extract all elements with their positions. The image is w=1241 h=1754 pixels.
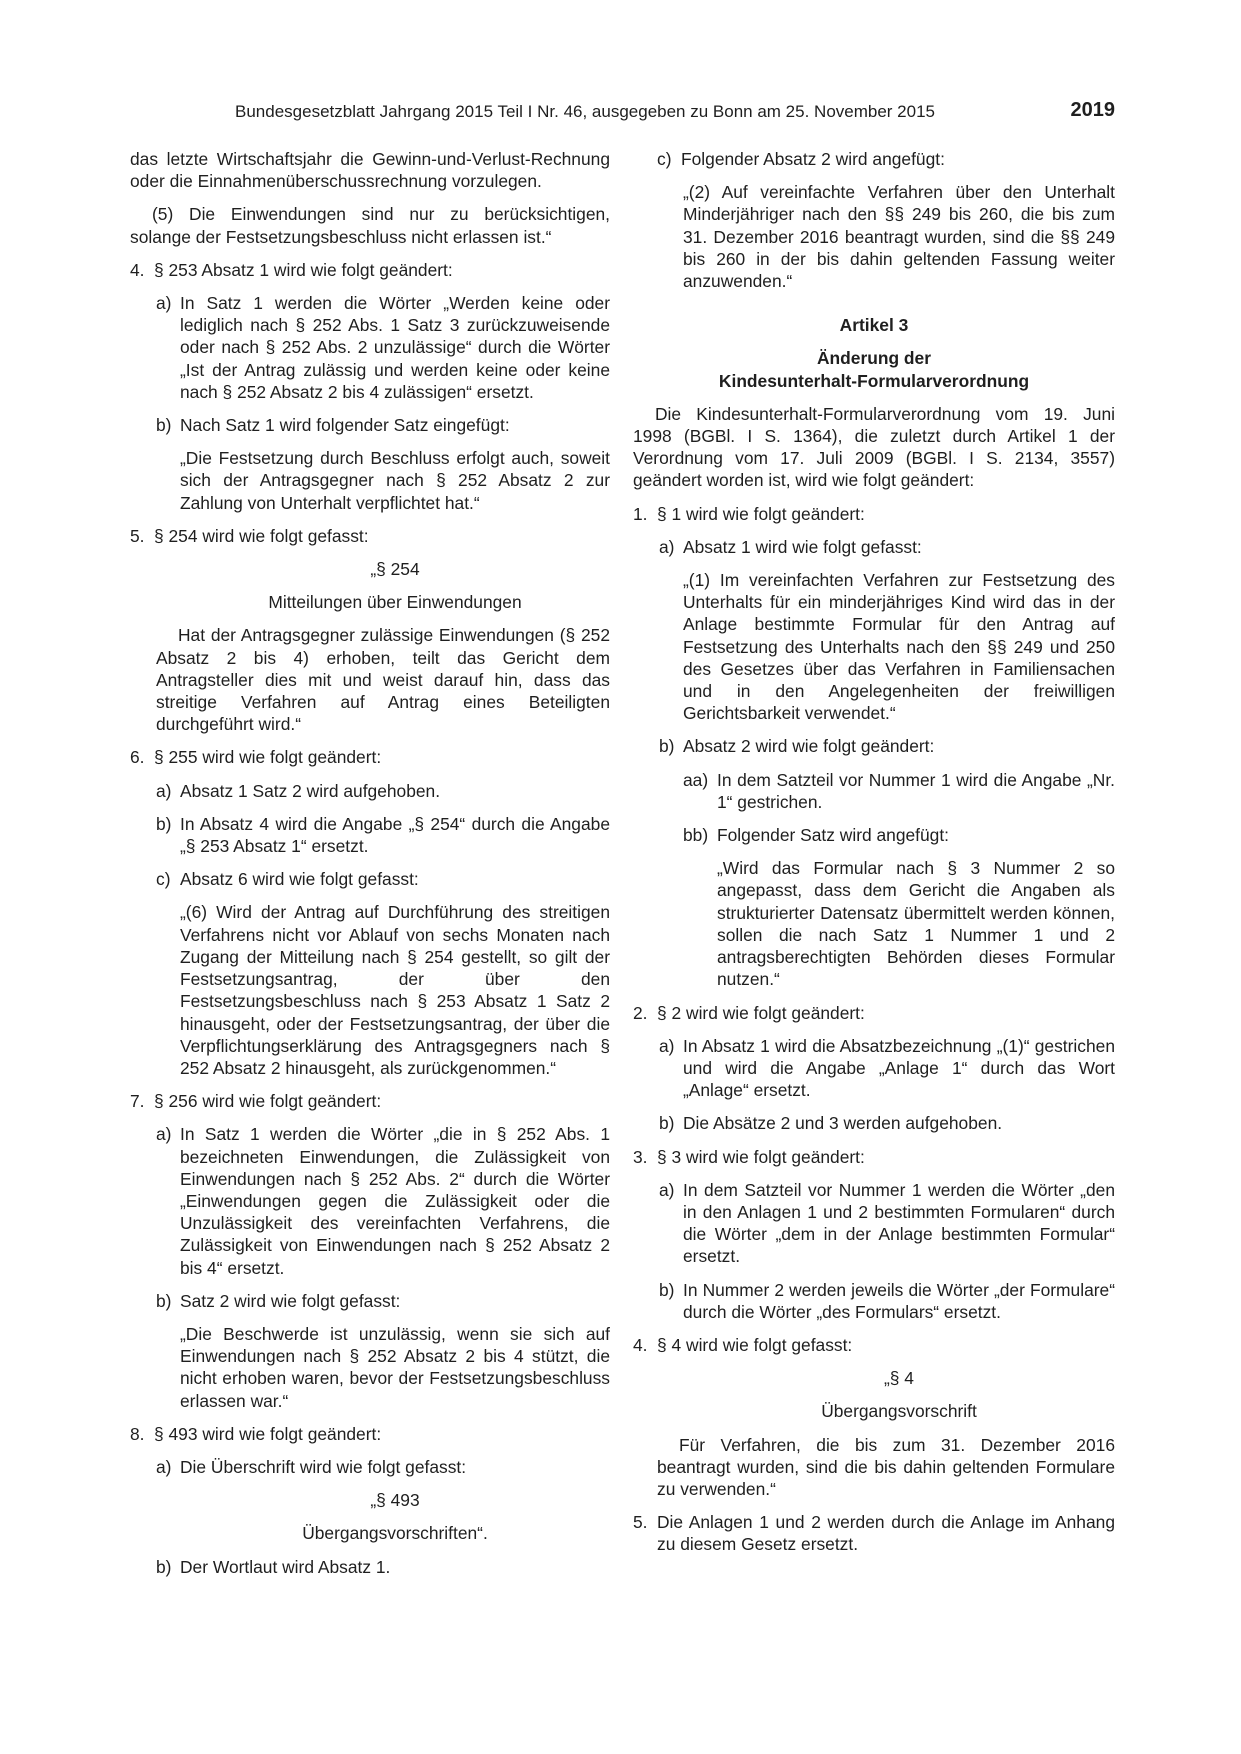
list-item-5	[130, 525, 610, 547]
quoted-text: „(1) Im vereinfachten Verfahren zur Festsetzung des Unterhalts für ein minderjähriges Kind wird das in der Anlage bestimmte Formular für den Antrag auf Festsetzung des Unterhalts nach den §§ 249 und 250 des Gesetzes über das Verfahren in Familiensachen und in den Angelegenheiten der freiwilligen Gerichtsbarkeit verwendet.“	[683, 570, 1115, 724]
paragraph-5: (5) Die Einwendungen sind nur zu berücksichtigen, solange der Festsetzungsbeschluss nicht erlassen ist.“	[130, 204, 610, 247]
quote-block	[717, 857, 1115, 990]
list-item-4b	[156, 414, 610, 436]
list-text: In Absatz 1 wird die Absatzbezeichnung „(1)“ gestrichen und wird die Angabe „Anlage 1“ durch das Wort „Anlage“ ersetzt.	[683, 1035, 1115, 1101]
page-header	[235, 99, 1115, 127]
section-body: Für Verfahren, die bis zum 31. Dezember 2016 beantragt wurden, sind die bis dahin geltenden Formulare zu verwenden.“	[657, 1434, 1115, 1499]
section-number: „§ 4	[884, 1368, 914, 1389]
article-heading: Artikel 3	[839, 315, 909, 336]
list-text: § 493 wird wie folgt geändert:	[154, 1423, 382, 1444]
list-item-3b	[659, 1279, 1115, 1323]
list-item-2	[633, 1002, 1115, 1024]
list-text: In Nummer 2 werden jeweils die Wörter „der Formulare“ durch die Wörter „des Formulars“ ersetzt.	[683, 1279, 1115, 1322]
list-label: b)	[156, 813, 172, 834]
list-text: § 256 wird wie folgt geändert:	[154, 1091, 382, 1112]
continued-paragraph: das letzte Wirtschaftsjahr die Gewinn-und-Verlust-Rechnung oder die Einnahmenüberschussrechnung vorzulegen.	[130, 149, 610, 192]
quote-block	[683, 181, 1115, 292]
list-item-4	[130, 259, 610, 281]
list-item-4a	[156, 292, 610, 403]
list-label: 4.	[633, 1334, 648, 1355]
quoted-text: „(6) Wird der Antrag auf Durchführung des streitigen Verfahrens nicht vor Ablauf von sechs Monaten nach Zugang der Mitteilung nach § 254 gestellt, so gilt der Festsetzungsantrag, der über den Festsetzungsbeschluss nach § 253 Absatz 1 Satz 2 hinausgeht, oder der Festsetzungsantrag, der über die Verpflichtungserklärung des Antragsgegners nach § 252 Absatz 2 hinausgeht, als zurückgenommen.“	[180, 902, 610, 1078]
list-text: Nach Satz 1 wird folgender Satz eingefügt:	[180, 415, 510, 436]
list-label: a)	[156, 1124, 172, 1145]
list-item-1b	[659, 735, 1115, 757]
list-text: In Absatz 4 wird die Angabe „§ 254“ durch die Angabe „§ 253 Absatz 1“ ersetzt.	[180, 813, 610, 857]
list-label: 2.	[633, 1002, 648, 1023]
article-title-line-2: Kindesunterhalt-Formularverordnung	[718, 370, 1030, 391]
list-label: 8.	[130, 1423, 145, 1444]
list-item-6a	[156, 780, 610, 802]
list-label: bb)	[683, 825, 709, 846]
list-text: § 2 wird wie folgt geändert:	[657, 1002, 865, 1023]
list-text: Folgender Absatz 2 wird angefügt:	[681, 149, 945, 169]
list-label: 5.	[130, 525, 145, 546]
list-label: b)	[156, 415, 172, 436]
list-item-3	[633, 1146, 1115, 1168]
list-label: c)	[657, 149, 672, 169]
list-item-6b	[156, 813, 610, 857]
list-text: In Satz 1 werden die Wörter „die in § 252 Abs. 1 bezeichneten Einwendungen, die Zulässigkeit von Einwendungen nach § 252 Abs. 2“ durch die Wörter „Einwendungen gegen die Zulässigkeit oder die Unzulässigkeit des vereinfachten Verfahrens, die Zulässigkeit von Einwendungen nach § 252 Absatz 2 bis 4“ ersetzt.	[180, 1124, 610, 1278]
list-label: 6.	[130, 747, 145, 768]
quote-block	[180, 1323, 610, 1412]
list-item-2a	[659, 1035, 1115, 1102]
list-text: § 4 wird wie folgt gefasst:	[657, 1334, 853, 1355]
list-label: 7.	[130, 1091, 145, 1112]
section-body: Hat der Antragsgegner zulässige Einwendungen (§ 252 Absatz 2 bis 4) erhoben, teilt das Gericht dem Antragsteller dies mit und weist darauf hin, dass das streitige Verfahren auf Antrag eines Beteiligten durchgeführt wird.“	[156, 625, 610, 735]
article-intro: Die Kindesunterhalt-Formularverordnung vom 19. Juni 1998 (BGBl. I S. 1364), die zuletzt durch Artikel 1 der Verordnung vom 17. Juli 2009 (BGBl. I S. 2134, 3557) geändert worden ist, wird wie folgt geändert:	[633, 403, 1115, 491]
list-item-8a	[156, 1456, 610, 1478]
list-item-1a	[659, 536, 1115, 558]
list-text: Die Überschrift wird wie folgt gefasst:	[180, 1456, 467, 1477]
quote-block	[683, 569, 1115, 724]
quoted-text: „Die Festsetzung durch Beschluss erfolgt auch, soweit sich der Antragsgegner nach § 252 Absatz 2 zur Zahlung von Unterhalt verpflichtet hat.“	[180, 448, 610, 513]
list-label: 4.	[130, 259, 145, 280]
list-text: In dem Satzteil vor Nummer 1 wird die Angabe „Nr. 1“ gestrichen.	[717, 769, 1115, 812]
list-item-4	[633, 1334, 1115, 1356]
quoted-text: „Die Beschwerde ist unzulässig, wenn sie sich auf Einwendungen nach § 252 Absatz 2 bis 4 stützt, die nicht erhoben waren, bevor der Festsetzungsbeschluss erlassen war.“	[180, 1323, 610, 1411]
list-item-3a	[659, 1179, 1115, 1268]
quote-block	[180, 447, 610, 514]
list-label: 3.	[633, 1146, 648, 1167]
list-label: 1.	[633, 503, 648, 524]
list-item-c	[657, 148, 1115, 170]
list-item-6	[130, 746, 610, 768]
list-item-8b	[156, 1556, 610, 1578]
running-title: Bundesgesetzblatt Jahrgang 2015 Teil I Nr. 46, ausgegeben zu Bonn am 25. November 2015	[235, 102, 935, 121]
list-text: Folgender Satz wird angefügt:	[717, 825, 950, 846]
list-text: § 253 Absatz 1 wird wie folgt geändert:	[154, 259, 453, 280]
list-text: In dem Satzteil vor Nummer 1 werden die Wörter „den in den Anlagen 1 und 2 bestimmten Formularen“ durch die Wörter „dem in der Anlage bestimmten Formular“ ersetzt.	[683, 1179, 1115, 1267]
list-label: b)	[659, 736, 675, 757]
list-item-5	[633, 1511, 1115, 1555]
list-label: 5.	[633, 1512, 648, 1533]
list-text: In Satz 1 werden die Wörter „Werden keine oder lediglich nach § 252 Abs. 1 Satz 3 zurückzuweisende oder nach § 252 Abs. 2 unzulässige“ durch die Wörter „Ist der Antrag zulässig und werden keine oder keine nach § 252 Absatz 2 bis 4 zulässigen“ ersetzt.	[180, 293, 610, 402]
list-text: Der Wortlaut wird Absatz 1.	[180, 1556, 391, 1577]
list-label: a)	[659, 1179, 675, 1200]
list-label: b)	[659, 1279, 675, 1300]
right-column	[633, 148, 1115, 1567]
list-text: § 1 wird wie folgt geändert:	[657, 503, 865, 524]
list-text: § 3 wird wie folgt geändert:	[657, 1146, 865, 1167]
list-label: a)	[156, 780, 172, 801]
list-label: a)	[156, 1456, 172, 1477]
list-item-2b	[659, 1112, 1115, 1134]
quote-block	[180, 901, 610, 1079]
section-number: „§ 493	[370, 1490, 420, 1511]
list-item-6c	[156, 868, 610, 890]
list-label: a)	[659, 1035, 675, 1056]
article-title-line-1: Änderung der	[816, 348, 931, 369]
list-text: Absatz 6 wird wie folgt gefasst:	[180, 869, 419, 890]
left-column	[130, 148, 610, 1589]
list-item-7	[130, 1090, 610, 1112]
list-text: Absatz 2 wird wie folgt geändert:	[683, 736, 935, 757]
quoted-text: „(2) Auf vereinfachte Verfahren über den Unterhalt Minderjähriger nach den §§ 249 bis 260, die bis zum 31. Dezember 2016 beantragt wurden, sind die §§ 249 bis 260 in der bis dahin geltenden Fassung weiter anzuwenden.“	[683, 182, 1115, 292]
page-number: 2019	[1070, 99, 1115, 121]
list-item-1	[633, 503, 1115, 525]
list-text: Absatz 1 Satz 2 wird aufgehoben.	[180, 780, 441, 801]
list-label: b)	[156, 1290, 172, 1311]
list-item-1b-aa	[683, 769, 1115, 813]
list-text: Satz 2 wird wie folgt gefasst:	[180, 1290, 401, 1311]
section-title: Übergangsvorschrift	[821, 1401, 977, 1422]
list-label: b)	[659, 1113, 675, 1134]
list-item-8	[130, 1423, 610, 1445]
list-label: aa)	[683, 769, 709, 790]
list-text: Die Absätze 2 und 3 werden aufgehoben.	[683, 1113, 1003, 1134]
list-label: b)	[156, 1556, 172, 1577]
section-title: Mitteilungen über Einwendungen	[268, 592, 522, 613]
list-text: § 254 wird wie folgt gefasst:	[154, 525, 369, 546]
list-item-7a	[156, 1123, 610, 1278]
list-item-1b-bb	[683, 824, 1115, 846]
quoted-text: „Wird das Formular nach § 3 Nummer 2 so angepasst, dass dem Gericht die Angaben als strukturierter Datensatz übermittelt werden können, sollen die nach Satz 1 Nummer 1 und 2 antragsberechtigten Behörden dieses Formular nutzen.“	[717, 858, 1115, 990]
list-label: a)	[659, 536, 675, 557]
article-title	[633, 347, 1115, 391]
list-text: Die Anlagen 1 und 2 werden durch die Anlage im Anhang zu diesem Gesetz ersetzt.	[657, 1512, 1115, 1555]
section-title: Übergangsvorschriften“.	[302, 1523, 488, 1544]
list-text: Absatz 1 wird wie folgt gefasst:	[683, 536, 922, 557]
list-label: c)	[156, 869, 171, 890]
list-item-7b	[156, 1290, 610, 1312]
list-label: a)	[156, 293, 172, 314]
list-text: § 255 wird wie folgt geändert:	[154, 747, 382, 768]
section-number: „§ 254	[370, 559, 420, 580]
